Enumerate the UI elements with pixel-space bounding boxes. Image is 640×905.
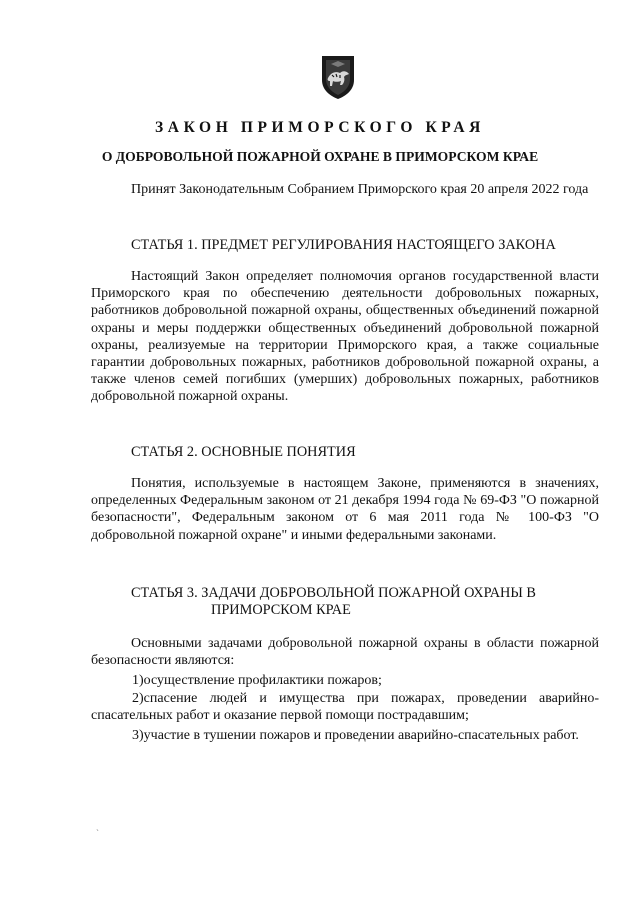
list-item: 3)участие в тушении пожаров и проведении аварийно-спасательных работ. bbox=[132, 728, 579, 743]
article-3-heading-line2: ПРИМОРСКОМ КРАЕ bbox=[211, 602, 351, 618]
article-1-text: Настоящий Закон определяет полномочия органов государственной власти Приморского края по обеспечению деятельности добровольных пожарных, работников добровольной пожарной охраны, общественных объединений пожарной охраны и меры поддержки общественных объединений добровольной пожарной охраны, реализуемые на территории Приморского края, а также социальные гарантии добровольных пожарных, работников добровольной пожарной охраны, а также членов семей погибших (умерших) добровольных пожарных, работников добровольной пожарной охраны. bbox=[91, 269, 599, 405]
law-subtitle: О ДОБРОВОЛЬНОЙ ПОЖАРНОЙ ОХРАНЕ В ПРИМОРСКОМ КРАЕ bbox=[101, 149, 539, 164]
coat-of-arms-icon bbox=[318, 52, 358, 100]
scan-mark: ` bbox=[96, 828, 99, 838]
list-item: 1)осуществление профилактики пожаров; bbox=[132, 673, 382, 688]
article-1-heading: СТАТЬЯ 1. ПРЕДМЕТ РЕГУЛИРОВАНИЯ НАСТОЯЩЕГО ЗАКОНА bbox=[131, 237, 556, 253]
article-3-text: Основными задачами добровольной пожарной охраны в области пожарной безопасности являются: bbox=[91, 636, 599, 669]
adoption-note: Принят Законодательным Собранием Приморского края 20 апреля 2022 года bbox=[131, 182, 589, 197]
law-title: ЗАКОН ПРИМОРСКОГО КРАЯ bbox=[155, 119, 485, 136]
list-item: 2)спасение людей и имущества при пожарах, проведении аварийно-спасательных работ и оказание первой помощи пострадавшим; bbox=[91, 691, 599, 724]
article-3-heading-line1: СТАТЬЯ 3. ЗАДАЧИ ДОБРОВОЛЬНОЙ ПОЖАРНОЙ ОХРАНЫ В bbox=[131, 585, 536, 601]
article-2-text: Понятия, используемые в настоящем Законе, применяются в значениях, определенных Федеральным законом от 21 декабря 1994 года № 69-ФЗ "О пожарной безопасности", Федеральным законом от 6 мая 2011 года № 100-ФЗ "О добровольной пожарной охране" и иными федеральными законами. bbox=[91, 476, 599, 543]
article-2-heading: СТАТЬЯ 2. ОСНОВНЫЕ ПОНЯТИЯ bbox=[131, 444, 356, 460]
